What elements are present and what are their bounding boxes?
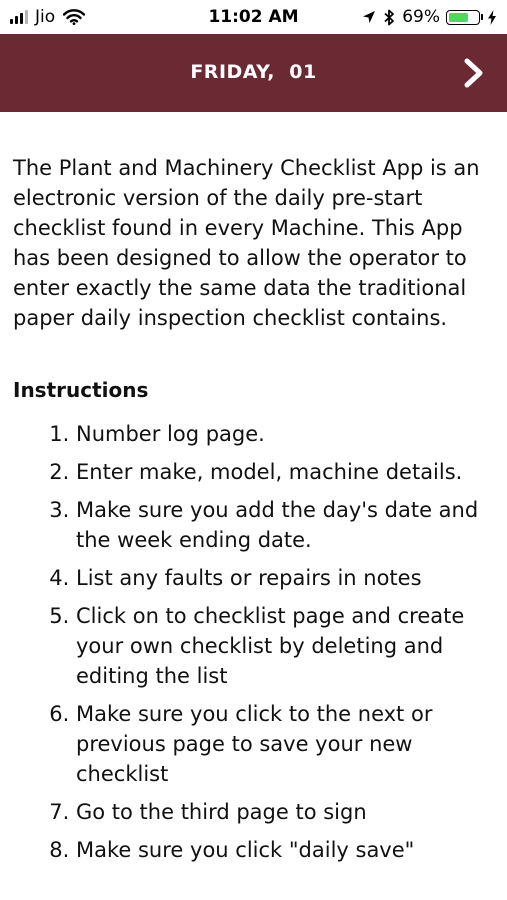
battery-cap: [481, 14, 483, 20]
next-page-button[interactable]: [457, 56, 491, 90]
app-header: [0, 34, 507, 112]
instructions-heading: Instructions: [13, 378, 149, 402]
chevron-right-icon: [463, 58, 485, 88]
instructions-list: [13, 419, 501, 865]
status-right: [362, 7, 497, 27]
instruction-step: 8. Make sure you click "daily save": [76, 835, 501, 865]
instruction-step: 7. Go to the third page to sign: [76, 797, 501, 827]
status-time: 11:02 AM: [208, 7, 299, 27]
carrier-name: Jio: [35, 7, 56, 27]
battery-icon: [446, 10, 480, 25]
battery-percent: 69%: [402, 7, 440, 27]
intro-paragraph: The Plant and Machinery Checklist App is an electronic version of the daily pre-start checklist found in every Machine. This App has been designed to allow the operator to enter exactly the same data the traditional paper daily inspection checklist contains.: [13, 156, 480, 330]
status-bar: [0, 0, 507, 34]
instruction-step: 2. Enter make, model, machine details.: [76, 457, 501, 487]
instruction-step: 5. Click on to checklist page and create your own checklist by deleting and editing the list: [76, 601, 501, 691]
instruction-step: 4. List any faults or repairs in notes: [76, 563, 501, 593]
battery-fill: [449, 13, 468, 22]
instruction-step: 6. Make sure you click to the next or previous page to save your new checklist: [76, 699, 501, 789]
page-title: FRIDAY, 01: [190, 61, 317, 83]
charging-bolt-icon: [487, 10, 497, 25]
instruction-step: 1. Number log page.: [76, 419, 501, 449]
main-content: [13, 153, 501, 873]
bluetooth-icon: [382, 9, 396, 26]
instruction-step: 3. Make sure you add the day's date and the week ending date.: [76, 495, 501, 555]
location-arrow-icon: [362, 10, 376, 24]
